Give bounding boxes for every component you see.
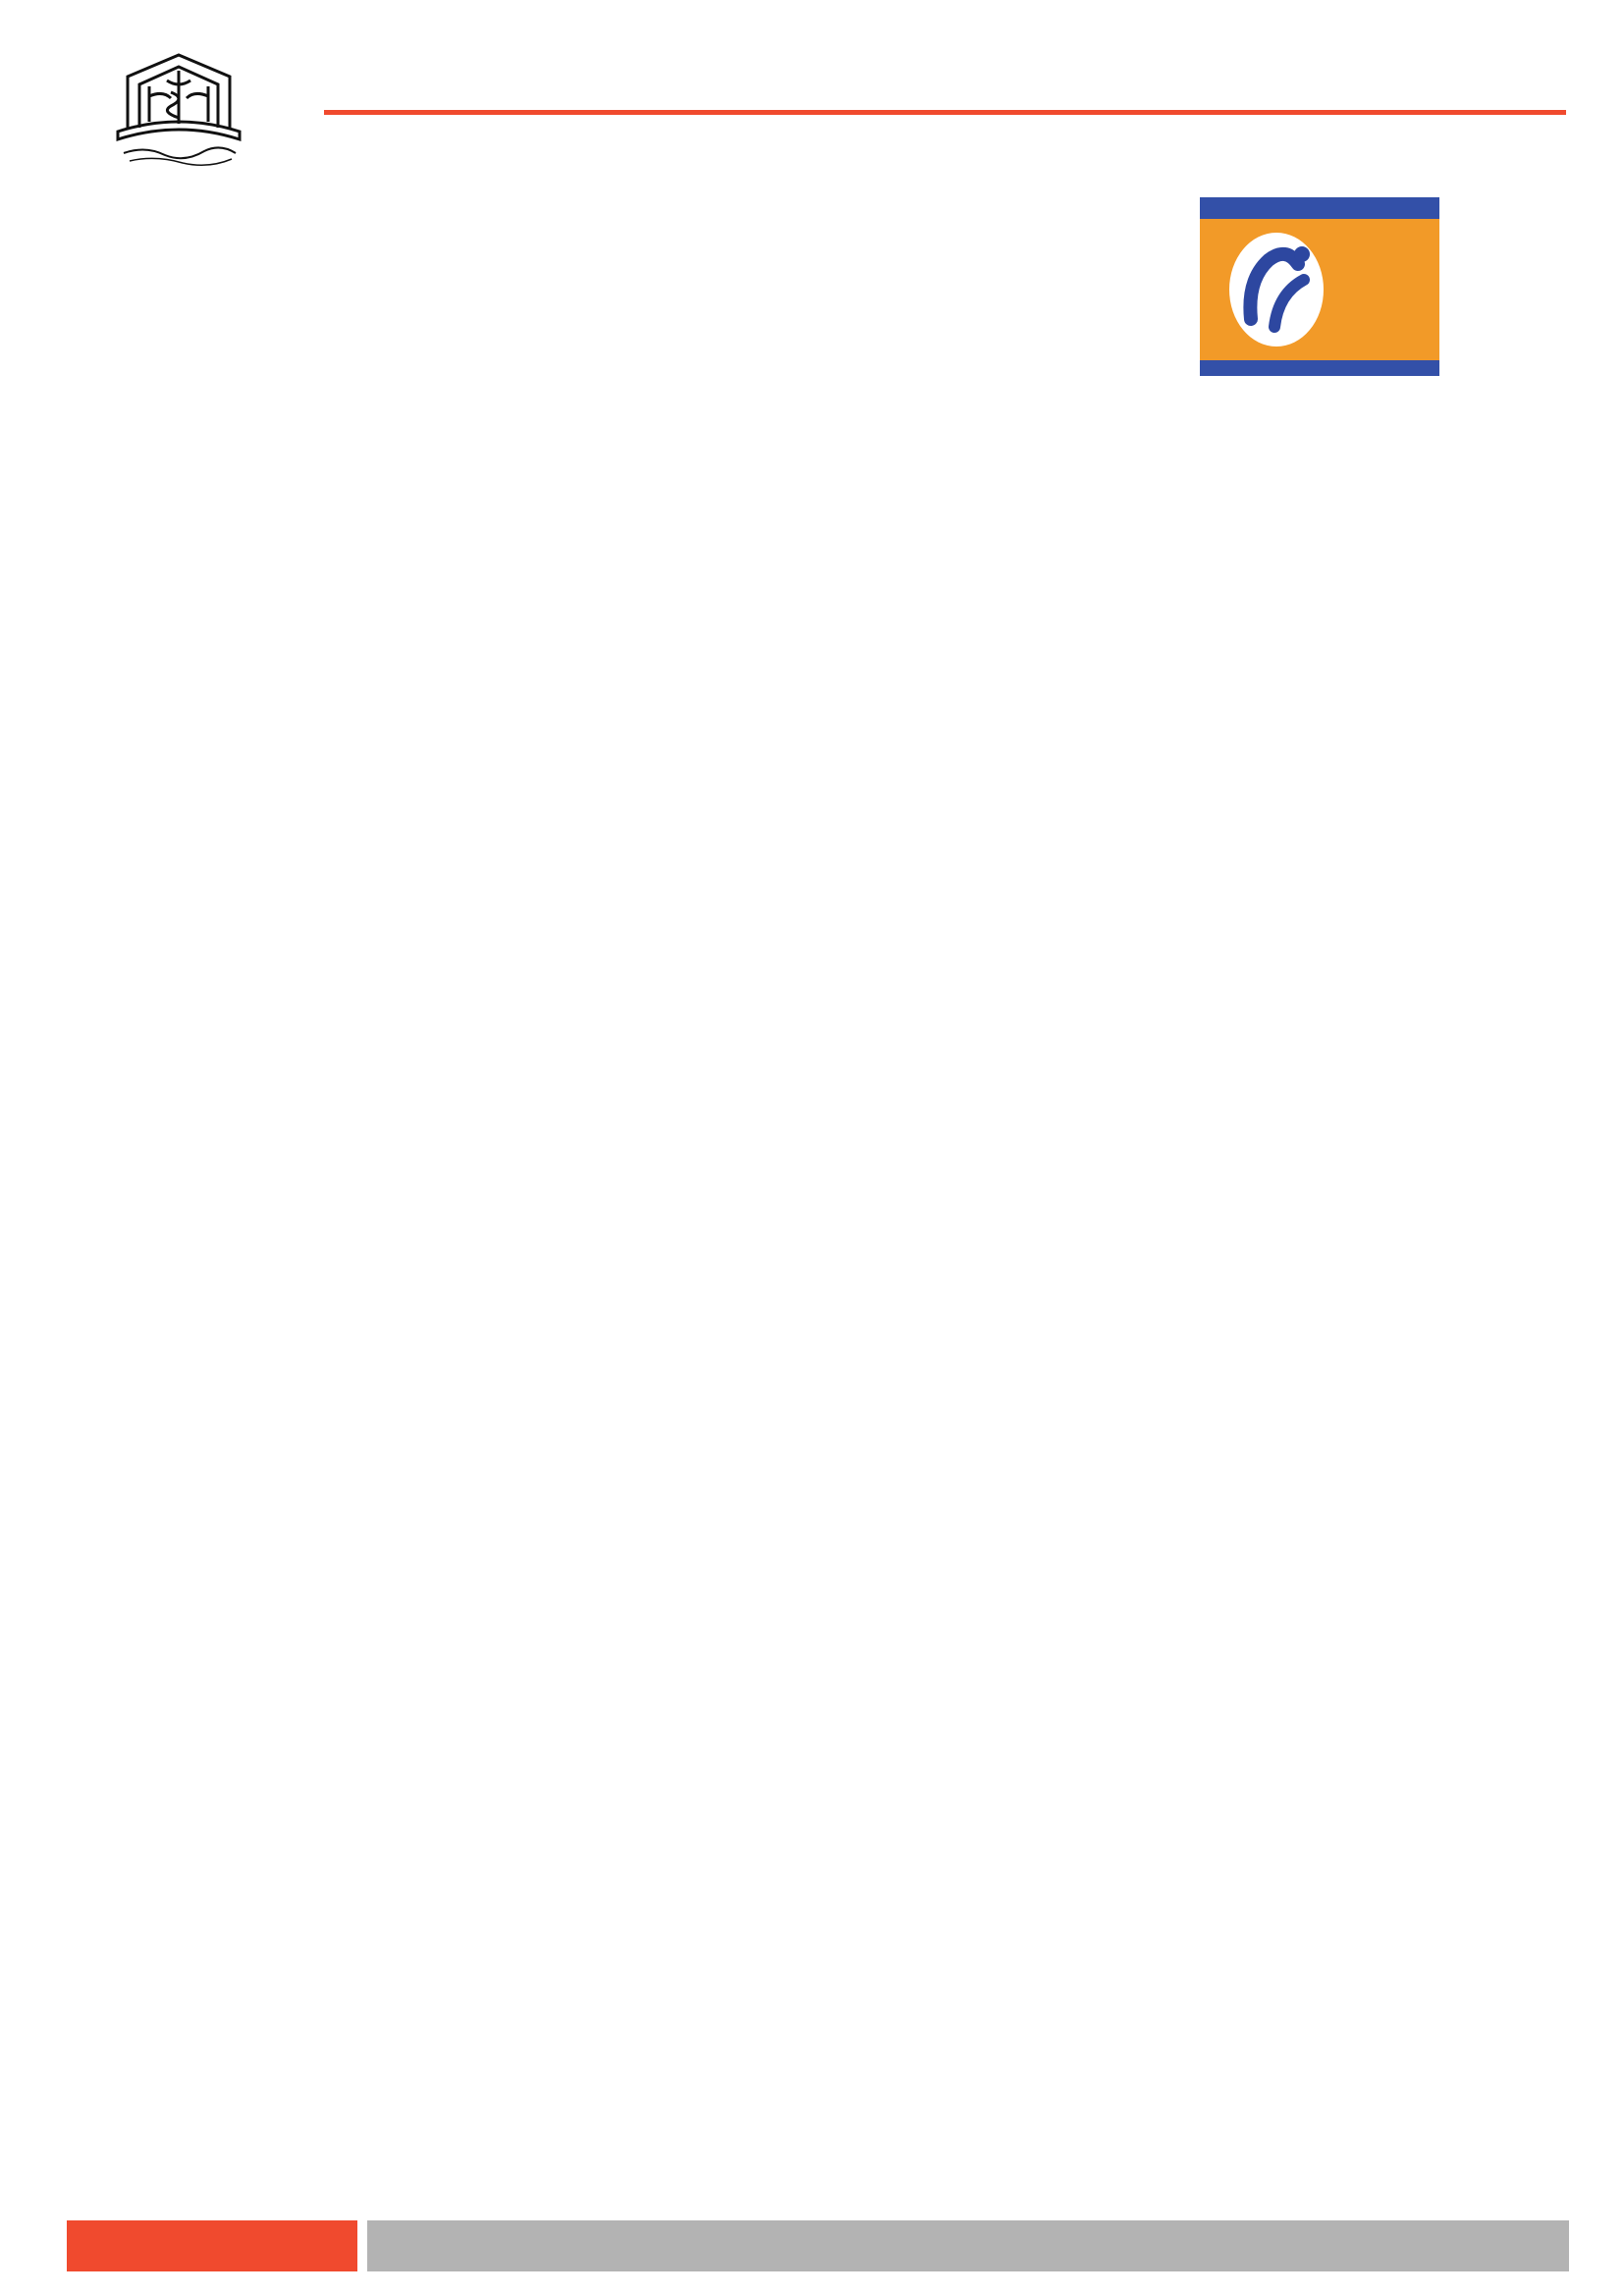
footer-bar [367,2220,1569,2271]
logo-bottom-band [1200,360,1439,376]
header-divider [324,110,1566,115]
agency-glyph-icon [1218,221,1335,356]
university-logo-icon [106,37,251,171]
footer-accent-bar [67,2220,357,2271]
news-agency-logo-icon [1200,197,1439,376]
logo-top-band [1200,197,1439,219]
